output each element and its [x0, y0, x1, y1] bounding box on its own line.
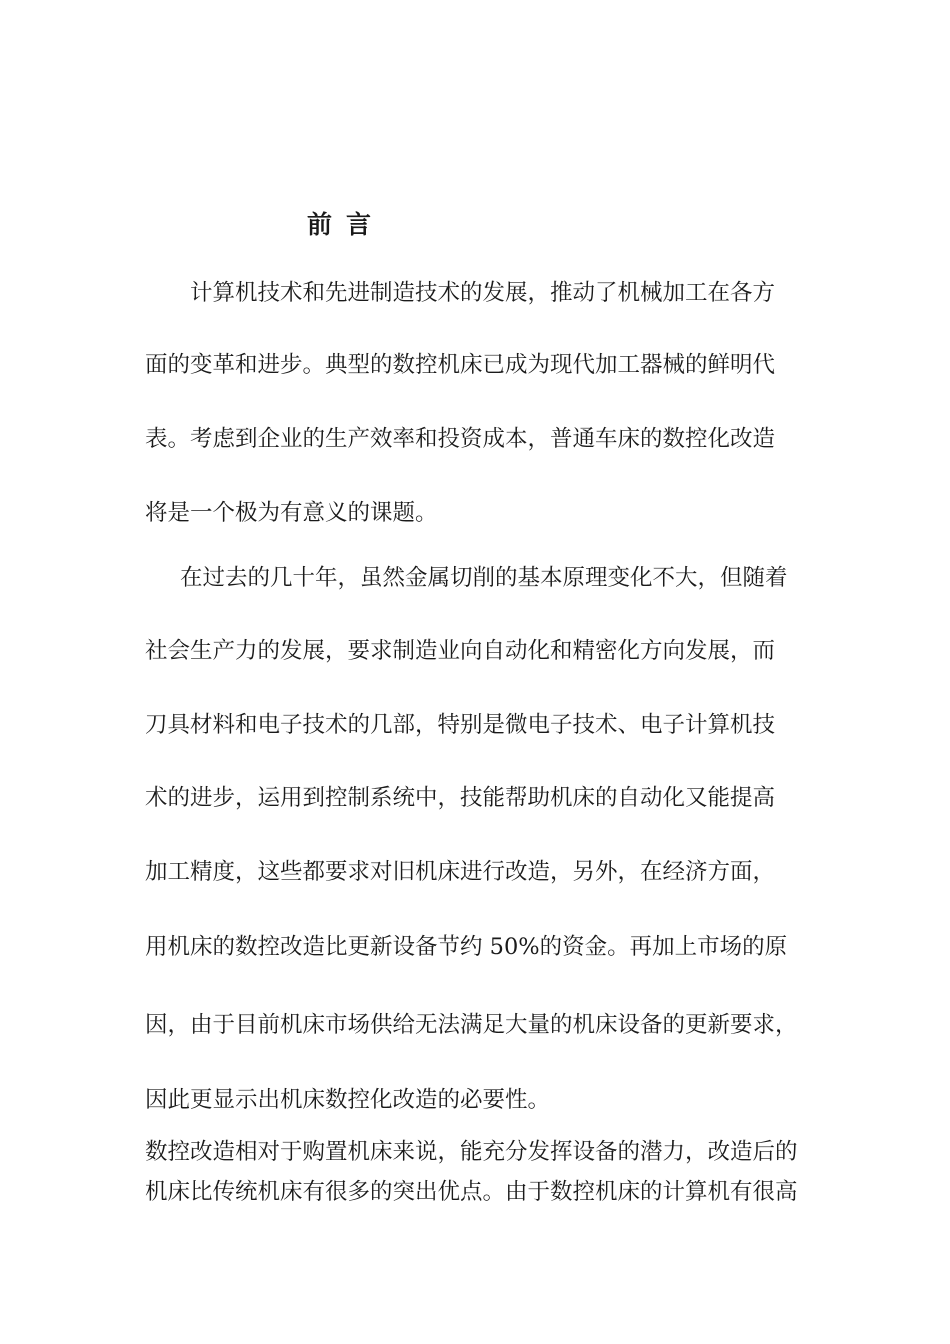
paragraph-line-2: 面的变革和进步。典型的数控机床已成为现代加工器械的鲜明代 — [145, 352, 776, 378]
paragraph-line-5: 在过去的几十年，虽然金属切削的基本原理变化不大，但随着 — [180, 565, 788, 591]
paragraph-line-4: 将是一个极为有意义的课题。 — [145, 500, 438, 526]
paragraph-line-3: 表。考虑到企业的生产效率和投资成本，普通车床的数控化改造 — [145, 426, 776, 452]
paragraph-line-8: 术的进步，运用到控制系统中，技能帮助机床的自动化又能提高 — [145, 785, 776, 811]
paragraph-line-6: 社会生产力的发展，要求制造业向自动化和精密化方向发展，而 — [145, 638, 776, 664]
paragraph-line-14: 机床比传统机床有很多的突出优点。由于数控机床的计算机有很高 — [145, 1179, 798, 1205]
paragraph-line-1: 计算机技术和先进制造技术的发展，推动了机械加工在各方 — [190, 280, 776, 306]
page-title: 前言 — [307, 210, 386, 239]
paragraph-line-10: 用机床的数控改造比更新设备节约 50%的资金。再加上市场的原 — [145, 934, 788, 960]
paragraph-line-13: 数控改造相对于购置机床来说，能充分发挥设备的潜力，改造后的 — [145, 1139, 798, 1165]
paragraph-line-11: 因，由于目前机床市场供给无法满足大量的机床设备的更新要求， — [145, 1012, 798, 1038]
paragraph-line-7: 刀具材料和电子技术的几部，特别是微电子技术、电子计算机技 — [145, 712, 776, 738]
paragraph-line-9: 加工精度，这些都要求对旧机床进行改造，另外，在经济方面， — [145, 859, 776, 885]
paragraph-line-12: 因此更显示出机床数控化改造的必要性。 — [145, 1087, 551, 1113]
